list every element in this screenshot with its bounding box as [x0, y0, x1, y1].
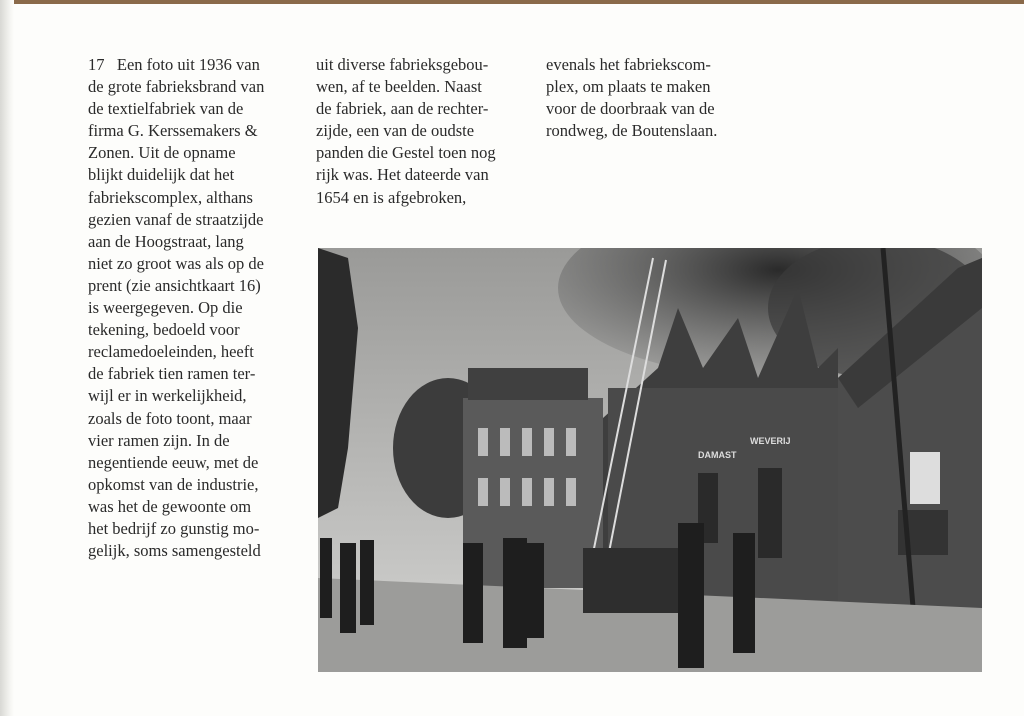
caption-line: 1654 en is afgebroken,	[316, 187, 467, 207]
sign-weverij: WEVERIJ	[750, 436, 791, 446]
caption-line: de fabriek, aan de rechter-	[316, 99, 489, 119]
caption-line: uit diverse fabrieksgebou-	[316, 55, 489, 74]
caption-line: tekening, bedoeld voor	[88, 320, 240, 340]
historic-fire-photo	[318, 248, 982, 672]
caption-line: 17 Een foto uit 1936 van	[88, 55, 260, 74]
caption-line: is weergegeven. Op die	[88, 298, 243, 318]
caption-line: niet zo groot was als op de	[88, 253, 264, 273]
page-top-edge	[0, 0, 1024, 4]
caption-line: fabriekscomplex, althans	[88, 187, 253, 207]
caption-line: was het de gewoonte om	[88, 496, 252, 516]
caption-line: gezien vanaf de straatzijde	[88, 209, 264, 229]
caption-column-3	[546, 54, 717, 142]
caption-column-1	[88, 54, 264, 562]
caption-line: de fabriek tien ramen ter-	[88, 364, 256, 384]
caption-line: plex, om plaats te maken	[546, 77, 711, 97]
caption-line: rijk was. Het dateerde van	[316, 165, 489, 185]
caption-line: evenals het fabriekscom-	[546, 55, 711, 74]
caption-line: gelijk, soms samengesteld	[88, 541, 261, 561]
caption-line: zijde, een van de oudste	[316, 121, 475, 141]
caption-line: negentiende eeuw, met de	[88, 452, 259, 472]
sign-damast: DAMAST	[698, 450, 737, 460]
caption-line: de textielfabriek van de	[88, 99, 244, 119]
caption-line: opkomst van de industrie,	[88, 474, 259, 494]
caption-line: voor de doorbraak van de	[546, 99, 715, 119]
caption-line: blijkt duidelijk dat het	[88, 165, 235, 185]
caption-line: rondweg, de Boutenslaan.	[546, 121, 718, 141]
caption-line: reclamedoeleinden, heeft	[88, 342, 254, 362]
caption-line: prent (zie ansichtkaart 16)	[88, 275, 261, 295]
caption-line: panden die Gestel toen nog	[316, 143, 496, 163]
caption-line: zoals de foto toont, maar	[88, 408, 252, 428]
caption-line: het bedrijf zo gunstig mo-	[88, 518, 260, 538]
caption-column-2	[316, 54, 496, 209]
caption-line: de grote fabrieksbrand van	[88, 77, 265, 97]
caption-line: wen, af te beelden. Naast	[316, 77, 482, 97]
page-binding-shadow	[0, 0, 14, 716]
caption-line: vier ramen zijn. In de	[88, 430, 230, 450]
caption-line: firma G. Kerssemakers &	[88, 121, 258, 141]
caption-line: aan de Hoogstraat, lang	[88, 231, 244, 251]
caption-line: wijl er in werkelijkheid,	[88, 386, 247, 406]
caption-line: Zonen. Uit de opname	[88, 143, 236, 163]
